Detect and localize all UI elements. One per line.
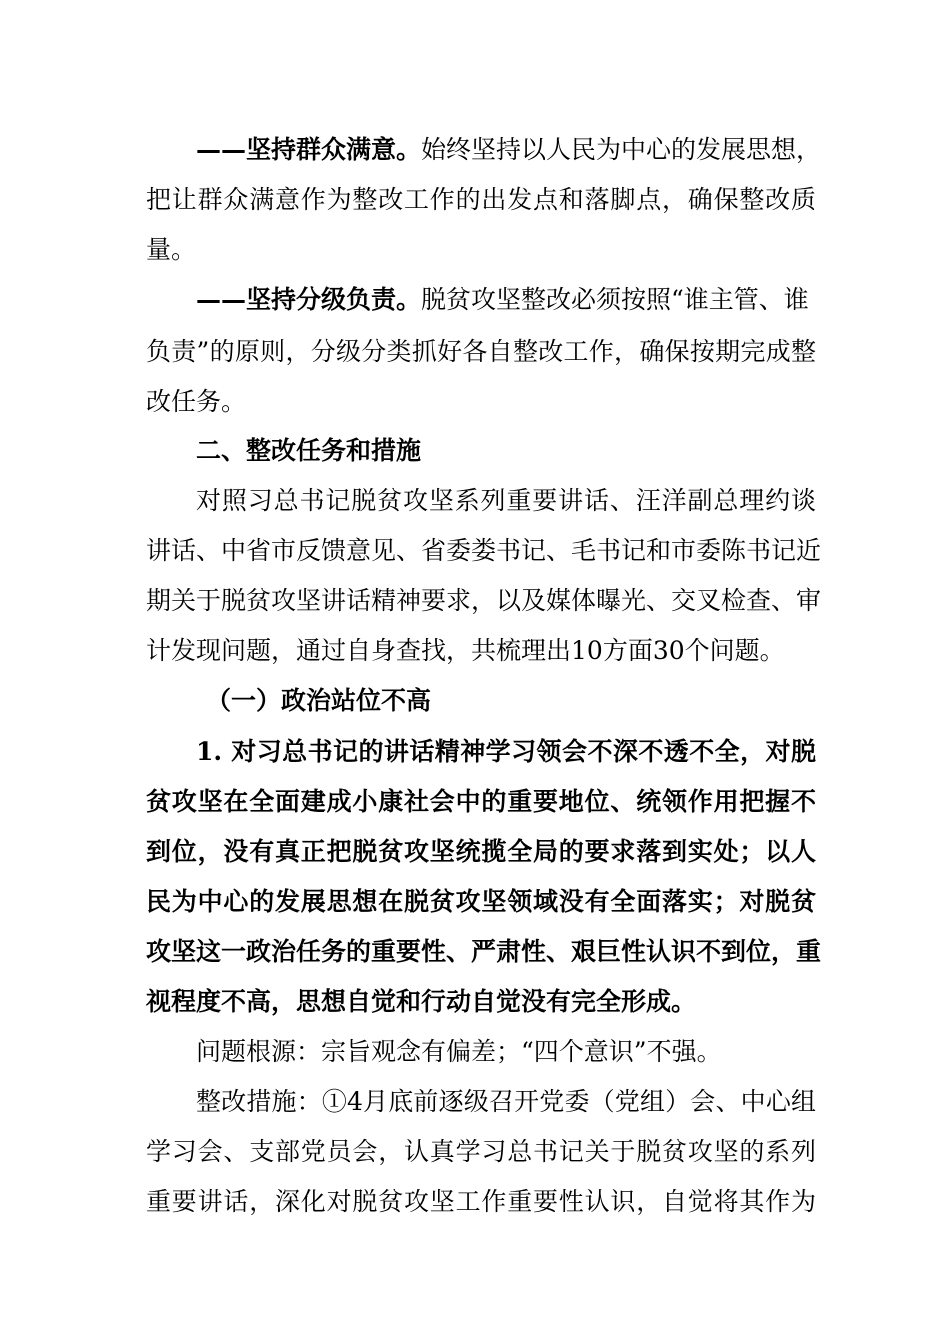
measures-line-3: 重要讲话，深化对脱贫攻坚工作重要性认识，自觉将其作为 — [146, 1187, 816, 1216]
paragraph-2-text: 脱贫攻坚整改必须按照“谁主管、谁 — [421, 285, 809, 314]
paragraph-3-line-2: 讲话、中省市反馈意见、省委娄书记、毛书记和市委陈书记近 — [146, 536, 822, 565]
paragraph-1-line-1 — [196, 135, 822, 165]
paragraph-2-line-1 — [196, 285, 816, 315]
section-heading: 二、整改任务和措施 — [196, 436, 422, 465]
paragraph-1-line-2: 把让群众满意作为整改工作的出发点和落脚点，确保整改质 — [146, 185, 816, 214]
subsection-heading: （一）政治站位不高 — [206, 686, 432, 715]
paragraph-1-text: 始终坚持以人民为中心的发展思想， — [421, 135, 822, 164]
paragraph-1-line-3: 量。 — [146, 235, 197, 264]
issue-1-line-4: 民为中心的发展思想在脱贫攻坚领域没有全面落实；对脱贫 — [146, 887, 816, 916]
paragraph-1-heading: ——坚持群众满意。 — [196, 135, 422, 164]
paragraph-2-line-2: 负责”的原则，分级分类抓好各自整改工作，确保按期完成整 — [146, 337, 816, 366]
paragraph-2-line-3: 改任务。 — [146, 387, 247, 416]
paragraph-3-line-1: 对照习总书记脱贫攻坚系列重要讲话、汪洋副总理约谈 — [196, 486, 816, 515]
paragraph-3-line-3: 期关于脱贫攻坚讲话精神要求，以及媒体曝光、交叉检查、审 — [146, 586, 822, 615]
root-cause: 问题根源：宗旨观念有偏差；“四个意识”不强。 — [196, 1037, 722, 1066]
issue-1-line-5: 攻坚这一政治任务的重要性、严肃性、艰巨性认识不到位，重 — [146, 937, 822, 966]
measures-line-2: 学习会、支部党员会，认真学习总书记关于脱贫攻坚的系列 — [146, 1137, 816, 1166]
paragraph-3-line-4: 计发现问题，通过自身查找，共梳理出10方面30个问题。 — [146, 636, 785, 665]
issue-1-line-6: 视程度不高，思想自觉和行动自觉没有完全形成。 — [146, 987, 697, 1016]
issue-1-line-2: 贫攻坚在全面建成小康社会中的重要地位、统领作用把握不 — [146, 787, 816, 816]
paragraph-2-heading: ——坚持分级负责。 — [196, 285, 422, 314]
issue-1-line-3: 到位，没有真正把脱贫攻坚统揽全局的要求落到实处；以人 — [146, 837, 816, 866]
issue-1-line-1: 1. 对习总书记的讲话精神学习领会不深不透不全，对脱 — [196, 737, 816, 766]
measures-line-1: 整改措施：①4月底前逐级召开党委（党组）会、中心组 — [196, 1087, 816, 1116]
